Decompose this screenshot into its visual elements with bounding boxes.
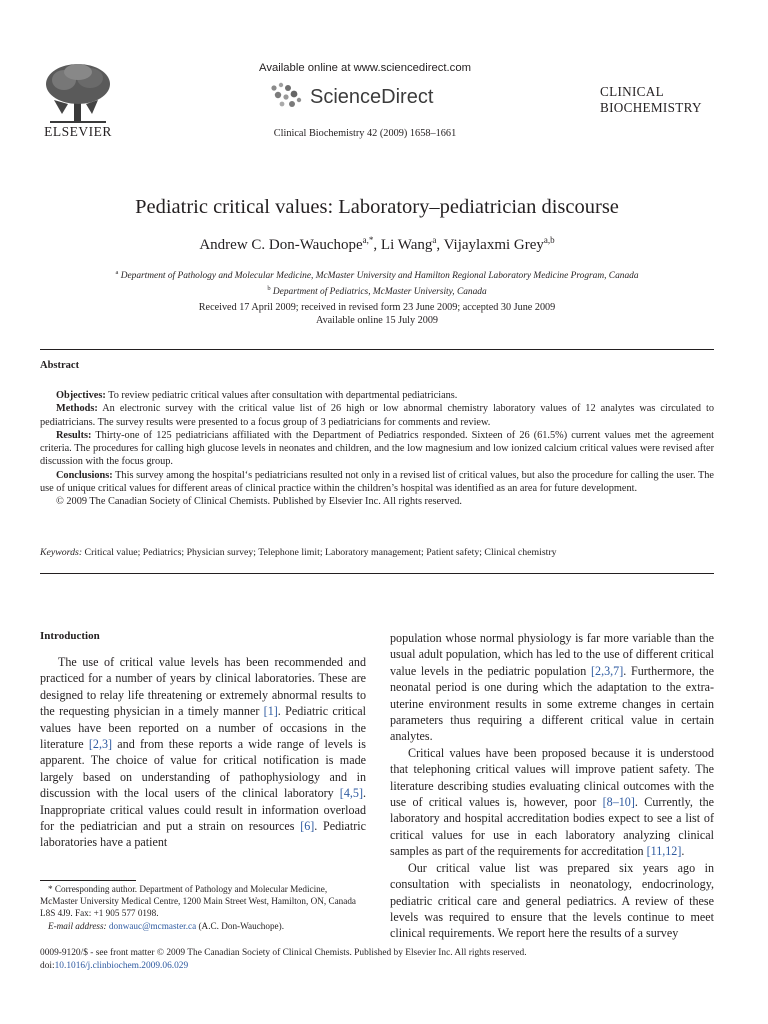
email-label: E-mail address: (48, 920, 107, 931)
intro-paragraph: Our critical value list was prepared six years ago in consultation with specialists in neonatology, endocrinology, pediatric critical care and general pediatrics. A review of these levels was required to ensure that the levels continue to meet clinical requirements. We report here the results of a survey (390, 860, 714, 941)
affiliation-mark: b (267, 284, 271, 292)
abstract-methods (40, 402, 714, 429)
intro-paragraph (390, 745, 714, 860)
author-list (40, 235, 714, 254)
journal-name-line2: BIOCHEMISTRY (600, 100, 702, 115)
email-suffix: (A.C. Don-Wauchope). (196, 920, 284, 931)
citation-link[interactable]: [1] (263, 704, 278, 719)
author-affiliation-mark: a,* (362, 235, 374, 245)
email-link[interactable]: donwauc@mcmaster.ca (108, 920, 197, 931)
section-heading: Introduction (40, 630, 100, 642)
left-column (40, 630, 366, 851)
citation-link[interactable]: [6] (300, 819, 315, 834)
doi-prefix: doi: (40, 960, 55, 971)
paragraph-text: The use of critical value levels has been recommended and practiced for a number of years by clinical laboratories. These are designed to relay life threatening or extremely abnormal results to the requesting physician in a timely manner (40, 655, 366, 719)
page-footer (40, 947, 714, 972)
available-online-date: Available online 15 July 2009 (315, 315, 439, 326)
paragraph-text: . Currently, the laboratory and hospital accreditation bodies expect to see a list of critical values for use in each laboratory analyzing clinical samples as part of the requirements for accreditation (390, 795, 714, 859)
keywords-line (40, 547, 714, 558)
abstract-text: To review pediatric critical values after consultation with departmental pediatricians. (108, 390, 458, 401)
abstract-results (40, 429, 714, 469)
author-affiliation-mark: a,b (543, 235, 555, 245)
paragraph-text: . Inappropriate critical values could result in information overload for the pediatrician and put a strain on resources (40, 786, 366, 834)
paragraph-text: . Furthermore, the neonatal period is one during which the adaptation to the extra-uterine environment results in some extreme changes in certain parameters thus requiring a different critical value in certain analytes. (390, 663, 714, 744)
abstract-label: Objectives: (56, 390, 106, 401)
right-column (390, 630, 714, 942)
paragraph-text: Critical values have been proposed because it is understood that telephoning critical values will improve patient safety. The literature describing studies evaluating clinical outcomes with the use of critical values is, however, poor (390, 745, 714, 810)
abstract-label: Conclusions: (56, 469, 113, 481)
author-name[interactable]: Vijaylaxmi Grey (443, 237, 544, 253)
paragraph-text: and from these reports a wide range of levels is apparent. The choice of value for critical notification is made largely based on understanding of pathophysiology and in discussion with the local users of the clinical laboratory (40, 737, 366, 801)
abstract-top-rule (40, 349, 714, 350)
paragraph-text: population whose normal physiology is far more variable than the usual adult population, which has led to the use of different critical value levels in the pediatric population (390, 631, 714, 678)
article-title: Pediatric critical values: Laboratory–pediatrician discourse (135, 196, 619, 218)
citation-link[interactable]: [11,12] (646, 844, 682, 859)
available-online-text[interactable]: Available online at www.sciencedirect.com (258, 62, 472, 74)
intro-paragraph (40, 654, 366, 851)
citation-link[interactable]: [2,3,7] (591, 663, 624, 678)
abstract-text: Thirty-one of 125 pediatricians affiliated with the Department of Pediatrics responded. Sixteen of 26 (61.5%) current values met the agreement criteria. The procedures for calling high glucose levels in neonates and children, and the low magnesium and low ionized calcium critical values were revised after discussion with the focus group. (40, 429, 715, 468)
abstract-label: Methods: (56, 403, 98, 415)
abstract-text: An electronic survey with the critical value list of 26 high or low abnormal chemistry laboratory values of 12 analytes was circulated to pediatricians. The survey results were presented to a focus group of 3 pediatricians for comments and review. (40, 403, 714, 428)
author-separator: , (436, 237, 444, 253)
citation-link[interactable]: [8–10] (602, 795, 635, 810)
author-affiliation-mark: a (432, 235, 437, 245)
issn-line: 0009-9120/$ - see front matter © 2009 The Canadian Society of Clinical Chemists. Published by Elsevier Inc. All rights reserved. (40, 948, 527, 958)
author-name[interactable]: Li Wang (380, 237, 433, 253)
publisher-logo-text: ELSEVIER (44, 124, 112, 139)
affiliation-text: Department of Pediatrics, McMaster University, Canada (272, 286, 487, 297)
affiliation-item (40, 267, 714, 283)
abstract-heading: Abstract (40, 360, 80, 371)
paragraph-text: . (681, 844, 685, 859)
abstract-objectives (40, 389, 714, 402)
article-history (40, 301, 714, 327)
footnote (40, 883, 366, 932)
email-note (40, 920, 366, 932)
abstract-copyright: © 2009 The Canadian Society of Clinical Chemists. Published by Elsevier Inc. All rights reserved. (56, 496, 462, 508)
abstract-text: This survey among the hospital‘s pediatricians resulted not only in a revised list of critical values, but also the procedure for calling the user. The use of unique critical values for different areas of clinical practice within the children’s hospital was identified as an area for future development. (40, 469, 715, 495)
paragraph-text: . Pediatric critical values have been reported on a number of occasions in the literature (40, 704, 366, 752)
intro-paragraph (390, 630, 714, 745)
sciencedirect-brand: ScienceDirect (310, 86, 434, 108)
author-separator: , (373, 237, 381, 253)
affiliation-list (40, 267, 714, 298)
abstract-label: Results: (56, 429, 92, 441)
received-dates: Received 17 April 2009; received in revised form 23 June 2009; accepted 30 June 2009 (198, 302, 556, 313)
keywords-label: Keywords: (40, 547, 83, 558)
abstract-bottom-rule (40, 573, 714, 574)
journal-name-line1: CLINICAL (600, 84, 664, 99)
doi-link[interactable]: 10.1016/j.clinbiochem.2009.06.029 (54, 960, 189, 971)
doi-line (40, 960, 714, 973)
citation-link[interactable]: [2,3] (88, 737, 113, 752)
abstract-body (40, 389, 714, 509)
keywords-text: Critical value; Pediatrics; Physician survey; Telephone limit; Laboratory management; Patient safety; Clinical chemistry (84, 547, 557, 558)
citation-link[interactable]: [4,5] (339, 786, 363, 801)
footnote-rule (40, 880, 136, 881)
abstract-conclusions (40, 469, 714, 496)
author-name[interactable]: Andrew C. Don-Wauchope (199, 237, 363, 253)
affiliation-text: Department of Pathology and Molecular Medicine, McMaster University and Hamilton Regional Laboratory Medicine Program, Canada (120, 271, 639, 282)
paragraph-text: . Pediatric laboratories have a patient (40, 819, 367, 850)
affiliation-item (40, 283, 714, 299)
journal-citation: Clinical Biochemistry 42 (2009) 1658–1661 (273, 128, 457, 139)
corresponding-author-note: * Corresponding author. Department of Pathology and Molecular Medicine, McMaster University Medical Centre, 1200 Main Street West, Hamilton, ON, Canada L8S 4J9. Fax: +1 905 577 0198. (40, 884, 356, 919)
sciencedirect-dots-icon (268, 80, 304, 110)
journal-name (600, 84, 702, 116)
affiliation-mark: a (115, 269, 119, 276)
elsevier-tree-logo (40, 60, 116, 126)
